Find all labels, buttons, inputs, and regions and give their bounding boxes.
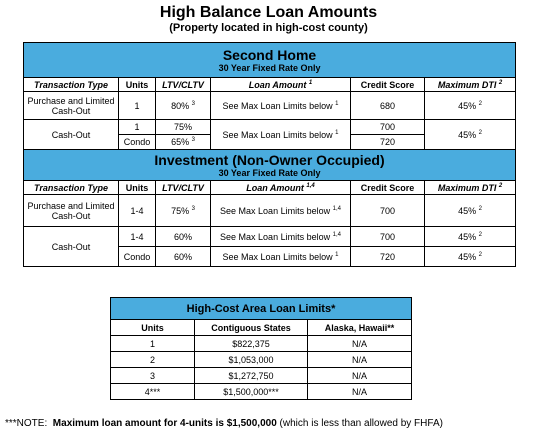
ltv-cell: 80% $^3$ xyxy=(156,92,211,120)
col-transaction-type: Transaction Type xyxy=(24,78,119,92)
units-cell: 4*** xyxy=(111,384,195,400)
loan-limits-title: High-Cost Area Loan Limits* xyxy=(111,298,412,320)
col-alaska-hawaii: Alaska, Hawaii** xyxy=(308,320,412,336)
loan-matrix-table xyxy=(23,42,516,267)
col-credit-score: Credit Score xyxy=(351,78,425,92)
investment-section-header xyxy=(24,150,516,181)
col-ltv: LTV/CLTV xyxy=(156,181,211,195)
transaction-type-cell: Purchase and Limited Cash-Out xyxy=(24,92,119,120)
footnote xyxy=(5,418,443,430)
ak-hi-cell: N/A xyxy=(308,336,412,352)
transaction-type-cell: Cash-Out xyxy=(24,227,119,267)
ak-hi-cell: N/A xyxy=(308,368,412,384)
second-home-section-header xyxy=(24,43,516,78)
page-title: High Balance Loan Amounts xyxy=(159,4,378,21)
dti-cell: 45% $^2$ xyxy=(425,92,516,120)
credit-score-cell: 700 xyxy=(351,227,425,247)
loan-amount-cell: See Max Loan Limits below $^{1,4}$ xyxy=(211,195,351,227)
ltv-cell: 60% xyxy=(156,227,211,247)
col-contiguous-states: Contiguous States xyxy=(195,320,308,336)
column-header-row xyxy=(111,320,412,336)
units-cell: 1-4 xyxy=(119,227,156,247)
table-row xyxy=(111,384,412,400)
units-cell: 1 xyxy=(111,336,195,352)
ltv-cell: 75% $^3$ xyxy=(156,195,211,227)
section-title: Investment (Non-Owner Occupied) xyxy=(154,151,385,168)
footnote-suffix: (which is less than allowed by FHFA) xyxy=(279,418,443,429)
dti-cell: 45% $^2$ xyxy=(425,227,516,247)
credit-score-cell: 700 xyxy=(351,120,425,135)
ltv-cell: 75% xyxy=(156,120,211,135)
column-header-row xyxy=(24,78,516,92)
units-cell: Condo xyxy=(119,247,156,267)
section-subtitle: 30 Year Fixed Rate Only xyxy=(218,167,321,178)
transaction-type-cell: Purchase and Limited Cash-Out xyxy=(24,195,119,227)
loan-limits-header xyxy=(111,298,412,320)
col-max-dti: Maximum DTI $^2$ xyxy=(425,78,516,92)
units-cell: 1-4 xyxy=(119,195,156,227)
credit-score-cell: 700 xyxy=(351,195,425,227)
loan-amount-cell: See Max Loan Limits below $^{1,4}$ xyxy=(211,227,351,247)
ltv-cell: 60% xyxy=(156,247,211,267)
dti-cell: 45% $^2$ xyxy=(425,120,516,150)
table-row xyxy=(24,227,516,247)
column-header-row xyxy=(24,181,516,195)
credit-score-cell: 720 xyxy=(351,135,425,150)
table-row xyxy=(24,195,516,227)
units-cell: 1 xyxy=(119,92,156,120)
col-ltv: LTV/CLTV xyxy=(156,78,211,92)
ak-hi-cell: N/A xyxy=(308,384,412,400)
col-units: Units xyxy=(111,320,195,336)
col-max-dti: Maximum DTI $^2$ xyxy=(425,181,516,195)
section-subtitle: 30 Year Fixed Rate Only xyxy=(218,62,321,73)
table-row xyxy=(24,120,516,135)
footnote-emphasis: Maximum loan amount for 4-units is $1,500,000 xyxy=(52,418,277,429)
contiguous-cell: $1,500,000*** xyxy=(195,384,308,400)
units-cell: 1 xyxy=(119,120,156,135)
section-title: Second Home xyxy=(222,46,317,63)
loan-amount-cell: See Max Loan Limits below $^1$ xyxy=(211,247,351,267)
loan-amount-cell: See Max Loan Limits below $^1$ xyxy=(211,92,351,120)
table-row xyxy=(24,92,516,120)
ak-hi-cell: N/A xyxy=(308,352,412,368)
col-units: Units xyxy=(119,78,156,92)
dti-cell: 45% $^2$ xyxy=(425,195,516,227)
units-cell: 3 xyxy=(111,368,195,384)
table-row xyxy=(111,352,412,368)
table-row xyxy=(111,336,412,352)
contiguous-cell: $1,272,750 xyxy=(195,368,308,384)
footnote-prefix: ***NOTE: xyxy=(5,418,48,429)
contiguous-cell: $1,053,000 xyxy=(195,352,308,368)
col-credit-score: Credit Score xyxy=(351,181,425,195)
units-cell: Condo xyxy=(119,135,156,150)
table-row xyxy=(111,368,412,384)
units-cell: 2 xyxy=(111,352,195,368)
col-loan-amount: Loan Amount $^{1,4}$ xyxy=(211,181,351,195)
ltv-cell: 65% $^3$ xyxy=(156,135,211,150)
transaction-type-cell: Cash-Out xyxy=(24,120,119,150)
loan-amount-cell: See Max Loan Limits below $^1$ xyxy=(211,120,351,150)
credit-score-cell: 720 xyxy=(351,247,425,267)
page-subtitle: (Property located in high-cost county) xyxy=(169,22,368,34)
credit-score-cell: 680 xyxy=(351,92,425,120)
col-units: Units xyxy=(119,181,156,195)
loan-limits-table xyxy=(110,297,412,400)
col-transaction-type: Transaction Type xyxy=(24,181,119,195)
col-loan-amount: Loan Amount $^1$ xyxy=(211,78,351,92)
dti-cell: 45% $^2$ xyxy=(425,247,516,267)
contiguous-cell: $822,375 xyxy=(195,336,308,352)
